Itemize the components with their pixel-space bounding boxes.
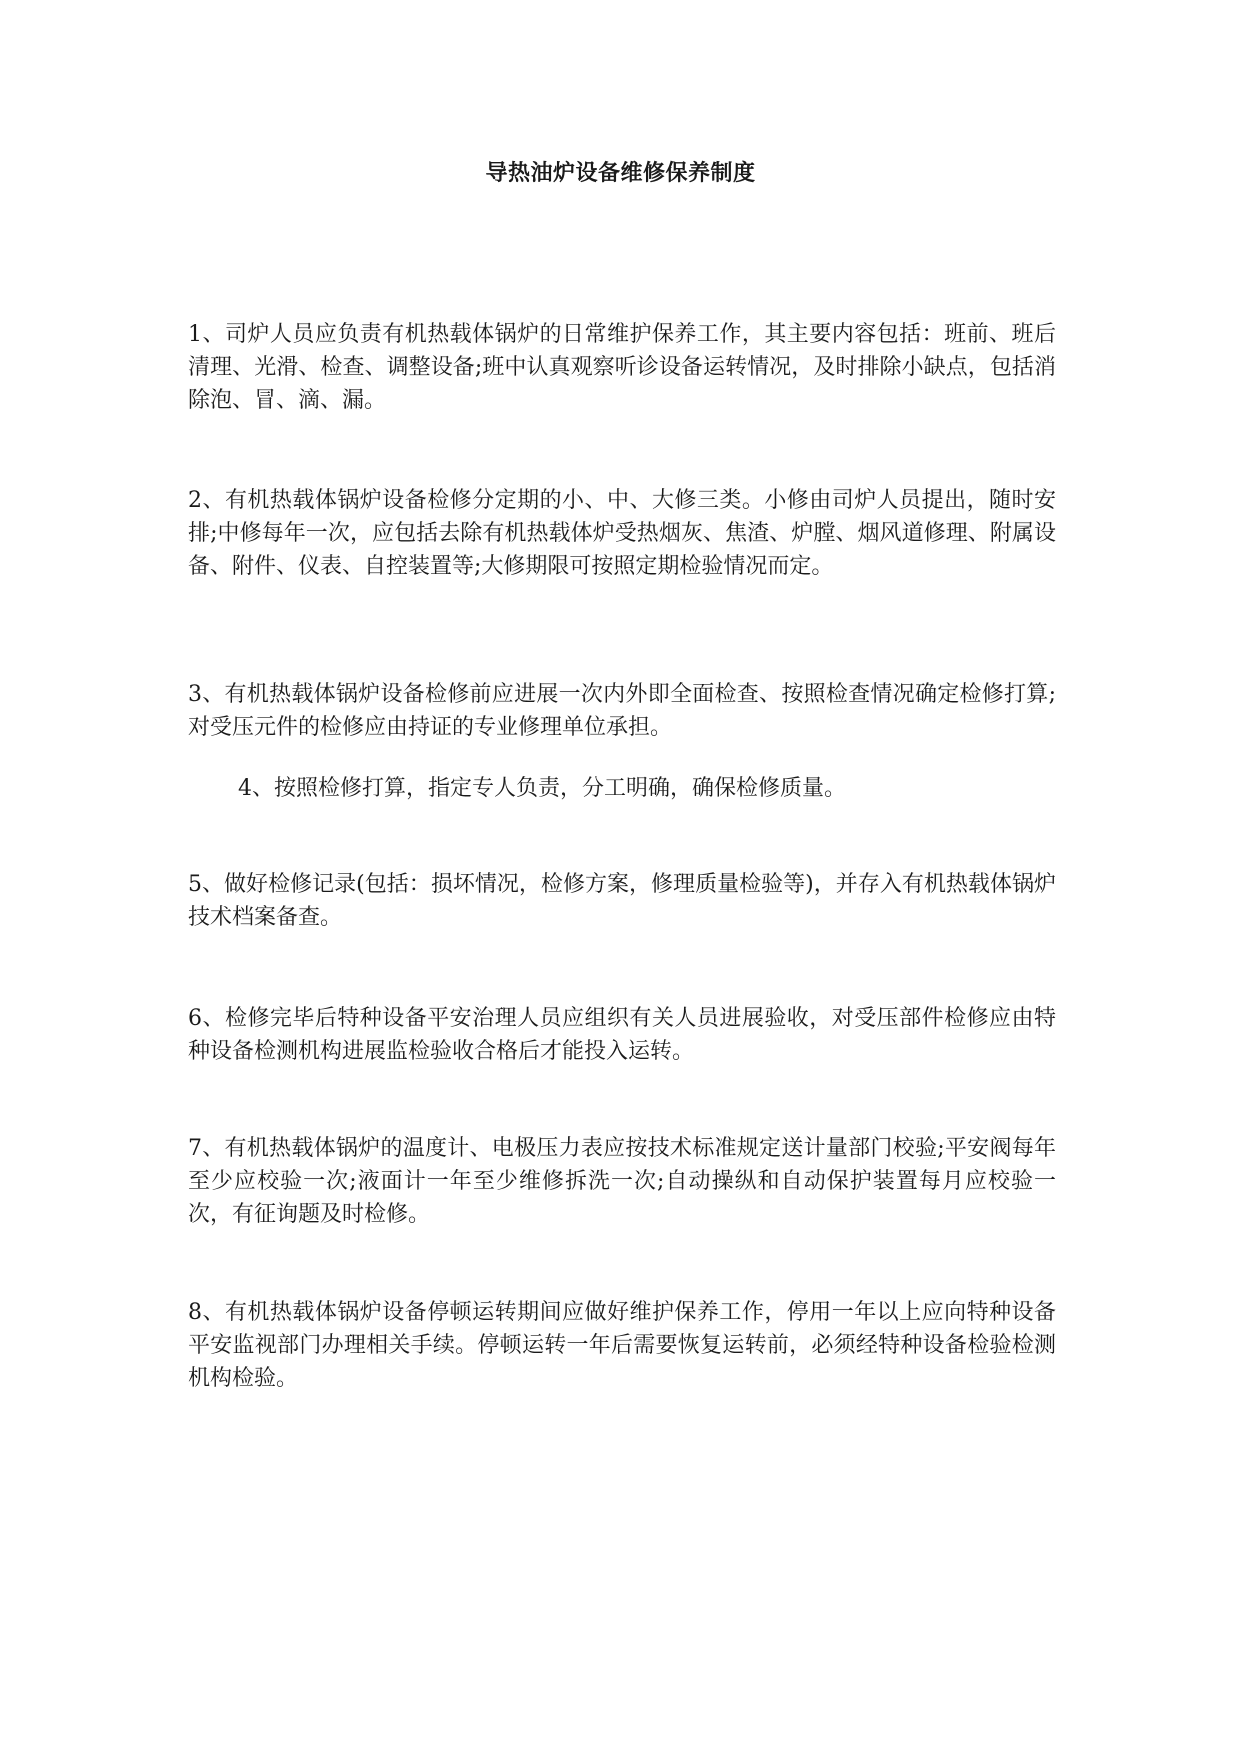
paragraph-4: 4、按照检修打算，指定专人负责，分工明确，确保检修质量。 xyxy=(238,776,846,801)
paragraph-5: 5、做好检修记录(包括：损坏情况，检修方案，修理质量检验等)，并存入有机热载体锅炉技术档案备查。 xyxy=(188,872,1056,930)
paragraph-8: 8、有机热载体锅炉设备停顿运转期间应做好维护保养工作，停用一年以上应向特种设备平安监视部门办理相关手续。停顿运转一年后需要恢复运转前，必须经特种设备检验检测机构检验。 xyxy=(188,1300,1056,1391)
paragraph-7: 7、有机热载体锅炉的温度计、电极压力表应按技术标准规定送计量部门校验;平安阀每年至少应校验一次;液面计一年至少维修拆洗一次;自动操纵和自动保护装置每月应校验一次，有征询题及时检修。 xyxy=(188,1136,1056,1227)
paragraph-6: 6、检修完毕后特种设备平安治理人员应组织有关人员进展验收，对受压部件检修应由特种设备检测机构进展监检验收合格后才能投入运转。 xyxy=(188,1006,1056,1064)
document-title: 导热油炉设备维修保养制度 xyxy=(485,160,756,186)
paragraph-2: 2、有机热载体锅炉设备检修分定期的小、中、大修三类。小修由司炉人员提出，随时安排;中修每年一次，应包括去除有机热载体炉受热烟灰、焦渣、炉膛、烟风道修理、附属设备、附件、仪表、自控装置等;大修期限可按照定期检验情况而定。 xyxy=(188,488,1056,579)
paragraph-1: 1、司炉人员应负责有机热载体锅炉的日常维护保养工作，其主要内容包括：班前、班后清理、光滑、检查、调整设备;班中认真观察听诊设备运转情况，及时排除小缺点，包括消除泡、冒、滴、漏。 xyxy=(188,322,1056,413)
paragraph-3: 3、有机热载体锅炉设备检修前应进展一次内外即全面检查、按照检查情况确定检修打算;对受压元件的检修应由持证的专业修理单位承担。 xyxy=(188,682,1056,740)
